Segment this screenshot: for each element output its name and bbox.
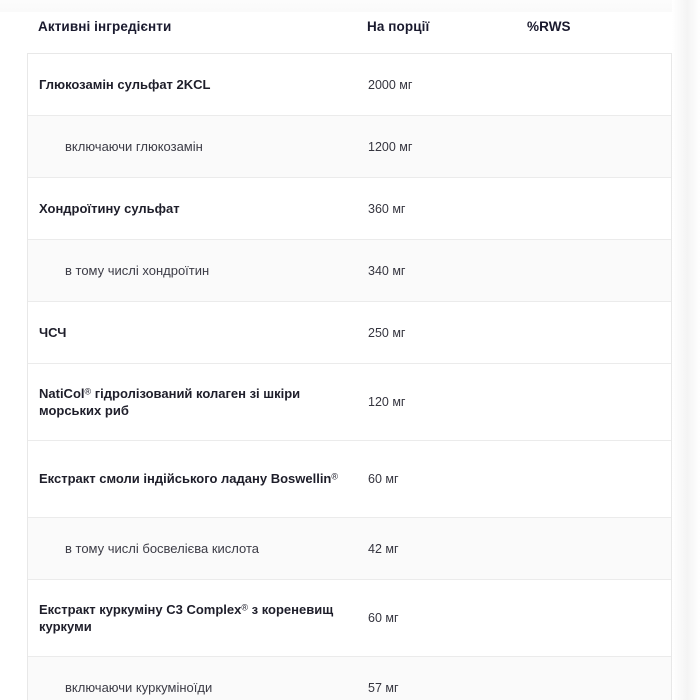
ingredient-amount: 60 мг	[368, 611, 399, 625]
column-header-per-serving: На порції	[367, 19, 430, 34]
ingredient-name: Екстракт смоли індійського ладану Boswellin®	[39, 471, 339, 487]
table-row	[28, 116, 671, 178]
table-row	[28, 178, 671, 240]
column-header-rws: %RWS	[527, 19, 571, 34]
ingredient-amount: 1200 мг	[368, 139, 413, 154]
table-row	[28, 240, 671, 302]
ingredient-sub-name: включаючи глюкозамін	[65, 138, 203, 154]
ingredient-name: ЧСЧ	[39, 324, 67, 340]
nutrition-facts-panel	[27, 0, 672, 700]
ingredient-amount: 120 мг	[368, 395, 406, 409]
ingredient-name: Глюкозамін сульфат 2KCL	[39, 76, 211, 92]
column-header-ingredients: Активні інгредієнти	[38, 19, 172, 34]
ingredient-amount: 360 мг	[368, 201, 406, 216]
ingredient-amount: 340 мг	[368, 263, 406, 278]
table-row	[28, 518, 671, 580]
ingredient-amount: 250 мг	[368, 325, 406, 340]
table-row	[28, 302, 671, 364]
ingredient-name: Екстракт куркуміну C3 Complex® з кореневищ куркуми	[39, 601, 334, 634]
ingredient-sub-name: включаючи куркуміноїди	[65, 679, 213, 695]
ingredient-sub-name: в тому числі босвелієва кислота	[65, 540, 259, 556]
page-right-band	[672, 0, 700, 700]
ingredient-name: NatiCol® гідролізований колаген зі шкіри морських риб	[39, 385, 301, 418]
table-body	[27, 53, 672, 700]
table-row	[28, 54, 671, 116]
table-row	[28, 441, 671, 518]
ingredient-amount: 60 мг	[368, 472, 399, 486]
table-header-row	[27, 0, 672, 53]
table-row	[28, 364, 671, 441]
ingredient-amount: 42 мг	[368, 541, 399, 556]
table-row	[28, 580, 671, 657]
ingredient-amount: 57 мг	[368, 680, 399, 695]
ingredient-sub-name: в тому числі хондроїтин	[65, 262, 210, 278]
ingredient-name: Хондроїтину сульфат	[39, 200, 180, 216]
table-row	[28, 657, 671, 700]
ingredient-amount: 2000 мг	[368, 77, 413, 92]
